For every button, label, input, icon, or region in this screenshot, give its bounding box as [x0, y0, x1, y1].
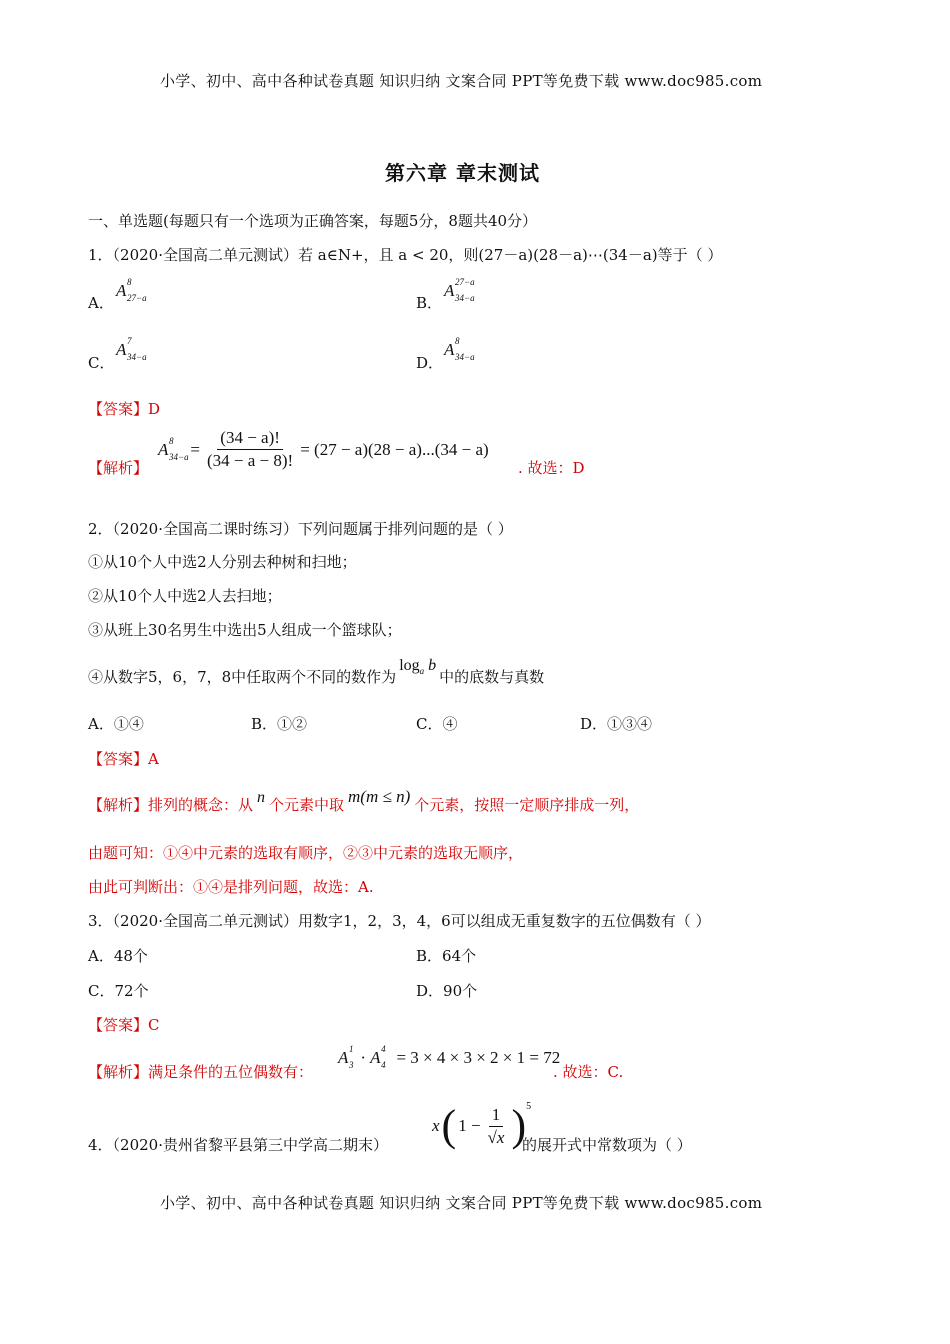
q2-analysis-3: 由此可判断出：①④是排列问题，故选：A. — [88, 878, 374, 896]
frac-numerator: (34 − a)! — [217, 428, 283, 450]
formula-rhs: = (27 − a)(28 − a)...(34 − a) — [300, 439, 489, 459]
q1-option-c-formula: A 7 34−a — [116, 336, 147, 362]
q3-answer: 【答案】C — [88, 1016, 160, 1034]
q2-item-2: ②从10个人中选2人去扫地； — [88, 587, 282, 605]
question-4-stem: 4．（2020·贵州省黎平县第三中学高二期末） — [88, 1136, 388, 1154]
q2-item-1: ①从10个人中选2人分别去种树和扫地； — [88, 553, 357, 571]
q1-answer: 【答案】D — [88, 400, 161, 418]
q1-analysis-label: 【解析】 — [88, 459, 149, 477]
q1-option-d-formula: A 8 34−a — [444, 336, 475, 362]
q1-condition: a∈N+，且 a < 20，则(27－a)(28－a)⋯(34－a)等于（ ） — [313, 246, 723, 264]
q3-option-a: A．48个 — [88, 947, 148, 965]
q1-analysis-end: . 故选：D — [518, 459, 585, 477]
q1-option-b: B． — [416, 294, 443, 312]
q2-analysis-2: 由题可知：①④中元素的选取有顺序，②③中元素的选取无顺序， — [88, 844, 524, 862]
q4-stem-end: 的展开式中常数项为（ ） — [522, 1136, 692, 1154]
q2-item-4: ④从数字5，6，7，8中任取两个不同的数作为$\log_a b$中的底数与真数 — [88, 657, 545, 686]
q1-analysis-formula: A 8 34−a = $\frac{(34 - a)!}{(34 - a - 8)!}$ = (27 − a)(28 − a)...(34 − a) — [158, 428, 489, 470]
q2-option-a: A．①④ — [88, 715, 144, 733]
q2-option-c: C．④ — [416, 715, 458, 733]
q1-option-b-formula: A 27−a 34−a — [444, 277, 475, 303]
header-banner: 小学、初中、高中各种试卷真题 知识归纳 文案合同 PPT等免费下载 www.doc985.com — [160, 72, 763, 90]
q4-expression: x ( 1 − $\frac{1}{√x}$ ) $^5$ — [432, 1100, 532, 1150]
frac-denominator: (34 − a − 8)! — [206, 451, 294, 470]
q3-analysis-label: 【解析】满足条件的五位偶数有： — [88, 1063, 314, 1081]
footer-banner: 小学、初中、高中各种试卷真题 知识归纳 文案合同 PPT等免费下载 www.doc985.com — [160, 1194, 763, 1212]
q2-option-d: D．①③④ — [580, 715, 653, 733]
q3-analysis-formula: A 1 3 · A 4 4 = 3 × 4 × 3 × 2 × 1 = 72 — [338, 1044, 561, 1070]
q1-option-a-formula: A 8 27−a — [116, 277, 147, 303]
q3-option-d: D．90个 — [416, 982, 478, 1000]
q1-option-c: C． — [88, 354, 115, 372]
question-1-stem — [88, 244, 722, 265]
q1-option-a: A． — [88, 294, 114, 312]
page-title: 第六章 章末测试 — [385, 161, 540, 185]
q2-item-3: ③从班上30名男生中选出5人组成一个篮球队； — [88, 621, 402, 639]
question-2-stem: 2．（2020·全国高二课时练习）下列问题属于排列问题的是（ ） — [88, 520, 513, 538]
log-text: log — [399, 657, 420, 674]
q3-analysis-end: . 故选：C. — [553, 1063, 624, 1081]
q2-option-b: B．①② — [251, 715, 308, 733]
q1-number: 1．（2020·全国高二单元测试）若 — [88, 246, 313, 264]
q3-option-c: C．72个 — [88, 982, 149, 1000]
section-heading: 一、单选题(每题只有一个选项为正确答案，每题5分，8题共40分） — [88, 212, 538, 230]
q2-answer: 【答案】A — [88, 750, 159, 768]
q2-analysis-1: 【解析】排列的概念：从 n 个元素中取 m(m ≤ n) 个元素，按照一定顺序排成一列， — [88, 787, 640, 814]
q3-option-b: B．64个 — [416, 947, 477, 965]
question-3-stem: 3．（2020·全国高二单元测试）用数字1，2，3，4，6可以组成无重复数字的五位偶数有（ ） — [88, 912, 711, 930]
q1-option-d: D． — [416, 354, 444, 372]
